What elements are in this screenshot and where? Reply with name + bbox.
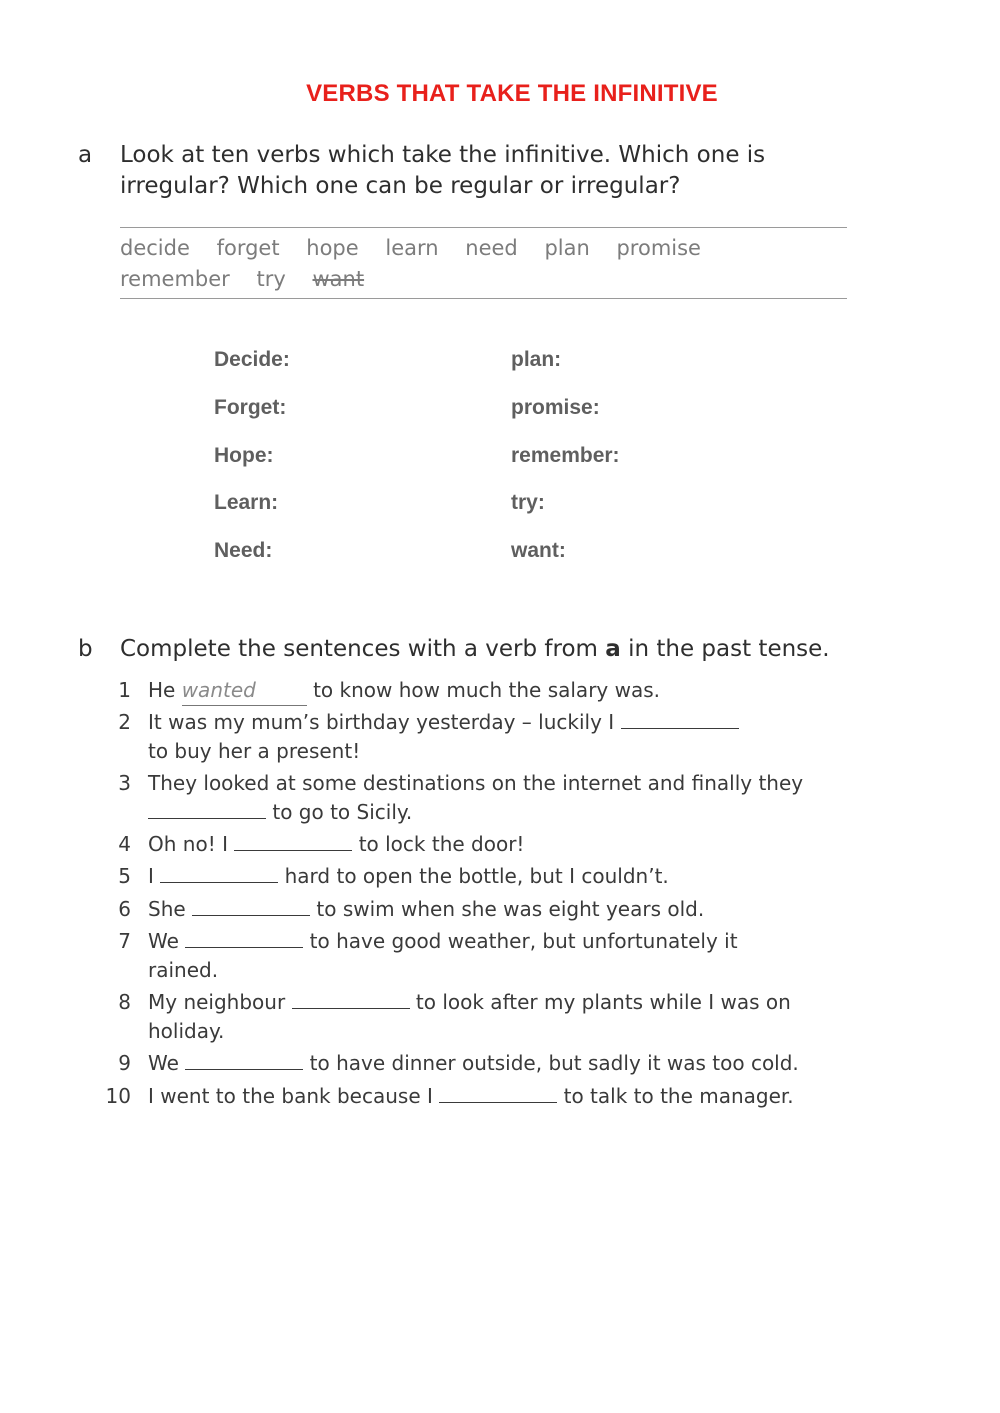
verb-decide: decide [120, 236, 190, 260]
label-promise: promise: [511, 396, 600, 419]
label-want: want: [511, 539, 566, 562]
sentence-before: They looked at some destinations on the internet and finally they [148, 771, 804, 795]
label-plan: plan: [511, 348, 562, 371]
answer-blank-7[interactable] [185, 929, 303, 948]
label-learn: Learn: [214, 491, 279, 514]
sentence-before: I [148, 864, 154, 888]
answer-blank-8[interactable] [292, 990, 410, 1009]
sentence-after: to talk to the manager. [563, 1084, 794, 1108]
section-a-letter: a [78, 142, 93, 168]
section-b-instruction [120, 634, 880, 665]
sentence-number: 5 [118, 864, 131, 888]
sentence-number: 10 [105, 1084, 131, 1108]
section-a-instruction-line1: Look at ten verbs which take the infinitive. Which one is [120, 142, 766, 168]
sentence-cont: rained. [148, 958, 219, 982]
sentence-number: 9 [118, 1051, 131, 1075]
label-decide: Decide: [214, 348, 290, 371]
sentence-number: 2 [118, 710, 131, 734]
sentence-before: Oh no! I [148, 832, 228, 856]
sentence-number: 1 [118, 678, 131, 702]
label-need: Need: [214, 539, 273, 562]
label-try: try: [511, 491, 545, 514]
verb-learn: learn [385, 236, 439, 260]
verb-promise: promise [616, 236, 701, 260]
sentence-number: 8 [118, 990, 131, 1014]
verb-box [120, 233, 847, 295]
sentence-after: to have good weather, but unfortunately it [309, 929, 738, 953]
sentence-cont: holiday. [148, 1019, 225, 1043]
label-hope: Hope: [214, 444, 274, 467]
sentence-number: 6 [118, 897, 131, 921]
verb-box-bottom-rule [120, 298, 847, 299]
section-b-instruction-bold: a [605, 636, 621, 662]
worksheet-title: VERBS THAT TAKE THE INFINITIVE [306, 80, 718, 107]
sentence-number: 3 [118, 771, 131, 795]
sentence-before: We [148, 929, 179, 953]
section-b-instruction-pre: Complete the sentences with a verb from [120, 636, 606, 662]
answer-blank-2[interactable] [621, 710, 739, 729]
section-a-instruction [120, 140, 765, 202]
sentence-before: I went to the bank because I [148, 1084, 433, 1108]
sentence-number: 7 [118, 929, 131, 953]
sentence-after: to know how much the salary was. [313, 678, 660, 702]
sentence-before: We [148, 1051, 179, 1075]
answer-blank-10[interactable] [439, 1084, 557, 1103]
label-forget: Forget: [214, 396, 287, 419]
sentence-before: It was my mum’s birthday yesterday – luckily I [148, 710, 615, 734]
verb-need: need [465, 236, 518, 260]
answer-blank-4[interactable] [234, 832, 352, 851]
section-b-instruction-post: in the past tense. [620, 636, 830, 662]
verb-try: try [256, 267, 286, 291]
answer-blank-3[interactable] [148, 800, 266, 819]
answer-blank-6[interactable] [192, 897, 310, 916]
section-b-letter: b [78, 636, 93, 662]
verb-forget: forget [216, 236, 280, 260]
sentence-before: She [148, 897, 186, 921]
sentence-after: to look after my plants while I was on [415, 990, 791, 1014]
sentence-after: hard to open the bottle, but I couldn’t. [284, 864, 669, 888]
sentence-cont: to go to Sicily. [272, 800, 413, 824]
sentence-after: to swim when she was eight years old. [316, 897, 705, 921]
sentence-number: 4 [118, 832, 131, 856]
answer-blank-9[interactable] [185, 1051, 303, 1070]
sentence-before: He [148, 678, 176, 702]
sentence-cont: to buy her a present! [148, 739, 361, 763]
sentence-after: to have dinner outside, but sadly it was too cold. [309, 1051, 799, 1075]
sentence-before: My neighbour [148, 990, 286, 1014]
verb-remember: remember [120, 267, 230, 291]
verb-hope: hope [306, 236, 359, 260]
verb-want: want [312, 267, 365, 291]
verb-plan: plan [544, 236, 590, 260]
section-a-instruction-line2: irregular? Which one can be regular or irregular? [120, 173, 681, 199]
verb-box-top-rule [120, 227, 847, 228]
label-remember: remember: [511, 444, 620, 467]
sentence-after: to lock the door! [358, 832, 525, 856]
answer-blank-5[interactable] [160, 864, 278, 883]
example-answer: wanted [182, 676, 307, 706]
